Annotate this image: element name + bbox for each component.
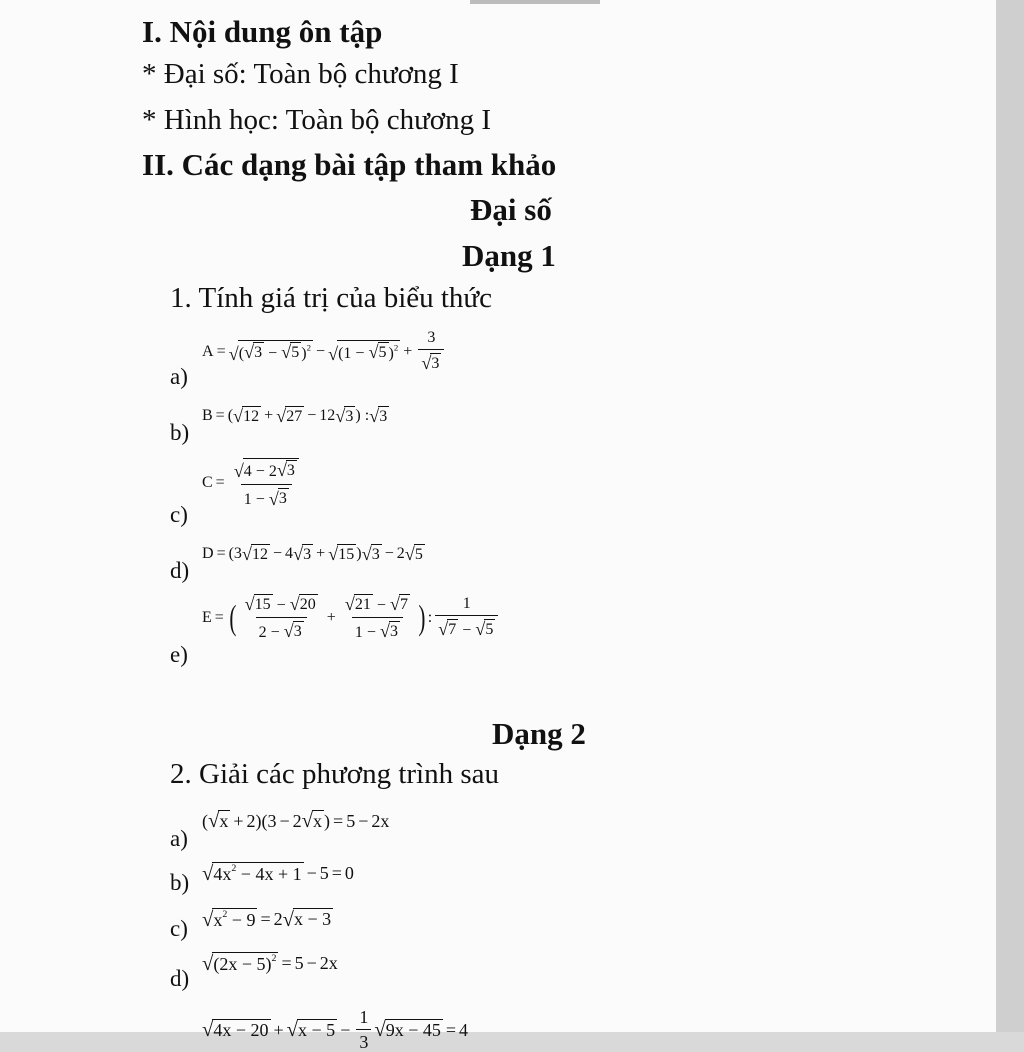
- section-1-title: I. Nội dung ôn tập: [142, 14, 383, 49]
- expression-c: C = √ 4 − 2 √ 3 1 − √ 3: [202, 458, 305, 509]
- item-label-a: a): [170, 364, 188, 389]
- page-edge: [996, 0, 1024, 1032]
- equation-label-c: c): [170, 916, 188, 941]
- expression-b: B = ( √ 12 + √ 27 − 12 √ 3 ) : √ 3: [202, 406, 388, 427]
- geometry-scope-line: * Hình học: Toàn bộ chương I: [142, 104, 492, 136]
- equation-a: ( √ x + 2)(3 − 2 √ x ) = 5 − 2x: [202, 810, 390, 833]
- form-1-prompt: 1. Tính giá trị của biểu thức: [170, 282, 493, 314]
- expression-e: E = ( √ 15 − √ 20 2 − √ 3 + √ 21 − √ 7 1 − √ 3 ) : 1 √ 7 − √ 5: [202, 594, 501, 641]
- form-2-prompt: 2. Giải các phương trình sau: [170, 758, 500, 790]
- equation-c: √ $x^2 - 9$ = 2 √ x − 3: [202, 908, 332, 931]
- item-label-e: e): [170, 642, 188, 667]
- section-2-title: II. Các dạng bài tập tham khảo: [142, 147, 557, 182]
- page-top-mark: [470, 0, 600, 4]
- equation-label-d: d): [170, 966, 190, 991]
- form-1-heading: Dạng 1: [462, 238, 556, 273]
- item-label-d: d): [170, 558, 190, 583]
- equation-label-b: b): [170, 870, 190, 895]
- equation-b: √ $4x^2 - 4x + 1$ − 5 = 0: [202, 863, 354, 885]
- item-label-c: c): [170, 502, 188, 527]
- equation-d: √ $(2x - 5)^2$ = 5 − 2x: [202, 953, 338, 975]
- expression-a: A = √ ( √ 3 − √ 5 )$^2$ − √ (1 − √ 5 )$^2$ + 3 √ 3: [202, 330, 447, 373]
- item-label-b: b): [170, 420, 190, 445]
- form-2-heading: Dạng 2: [492, 716, 586, 751]
- subject-heading: Đại số: [470, 192, 552, 227]
- expression-d: D = (3 √ 12 − 4 √ 3 + √ 15 ) √ 3 − 2 √ 5: [202, 544, 423, 565]
- algebra-scope-line: * Đại số: Toàn bộ chương I: [142, 58, 459, 90]
- equation-e-partial: √ 4x − 20 + √ x − 5 − $\frac{1}{3}$ √ 9x − 45 = 4: [202, 1007, 469, 1052]
- equation-label-a: a): [170, 826, 188, 851]
